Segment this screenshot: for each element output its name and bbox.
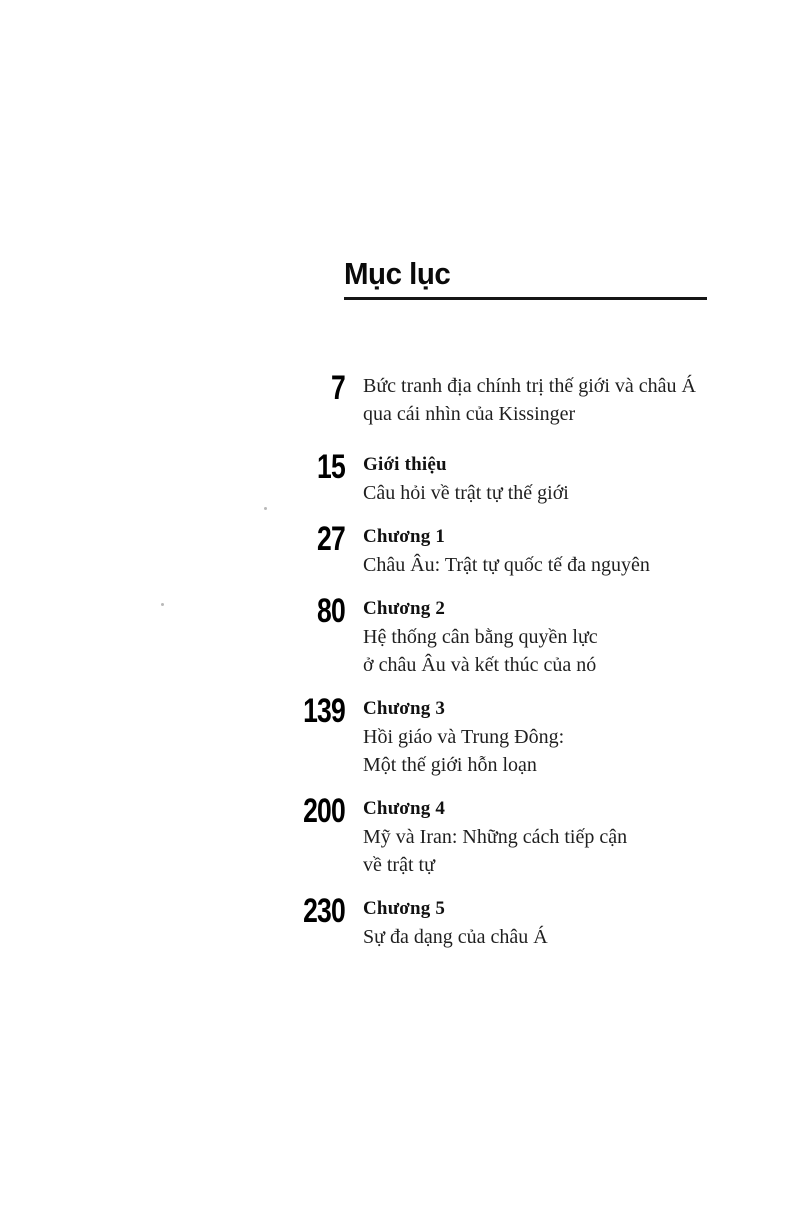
toc-entry	[0, 892, 800, 951]
entry-line: về trật tự	[363, 854, 435, 876]
entry-page-number: 139	[303, 692, 345, 730]
entry-page-number: 15	[317, 448, 345, 486]
entry-line: qua cái nhìn của Kissinger	[363, 403, 576, 425]
scan-speck	[264, 507, 267, 510]
entry-line: Câu hỏi về trật tự thế giới	[363, 482, 569, 504]
entry-line: Bức tranh địa chính trị thế giới và châu Á	[363, 375, 696, 397]
toc-list	[0, 369, 800, 967]
entry-line: Châu Âu: Trật tự quốc tế đa nguyên	[363, 554, 650, 576]
entry-text	[363, 451, 569, 507]
toc-header	[344, 258, 707, 300]
entry-line: Một thế giới hỗn loạn	[363, 754, 537, 776]
entry-text	[363, 595, 598, 679]
toc-entry	[0, 792, 800, 879]
entry-heading: Chương 1	[363, 526, 446, 547]
entry-page-number: 230	[303, 892, 345, 930]
entry-heading: Chương 5	[363, 898, 446, 919]
entry-text	[363, 895, 548, 951]
entry-text	[363, 695, 564, 779]
page-title: Mục lục	[344, 256, 451, 291]
entry-text	[363, 523, 650, 579]
entry-line: ở châu Âu và kết thúc của nó	[363, 654, 597, 676]
entry-text	[363, 372, 696, 428]
toc-entry	[0, 520, 800, 579]
entry-page-number: 7	[331, 369, 345, 407]
entry-page-number: 80	[317, 592, 345, 630]
entry-line: Hệ thống cân bằng quyền lực	[363, 626, 598, 648]
entry-heading: Giới thiệu	[363, 454, 447, 475]
entry-line: Sự đa dạng của châu Á	[363, 926, 548, 948]
toc-entry	[0, 369, 800, 428]
entry-text	[363, 795, 627, 879]
toc-entry	[0, 692, 800, 779]
scan-speck	[161, 603, 164, 606]
entry-heading: Chương 3	[363, 698, 446, 719]
entry-page-number: 27	[317, 520, 345, 558]
toc-entry	[0, 448, 800, 507]
entry-page-number: 200	[303, 792, 345, 830]
entry-heading: Chương 2	[363, 598, 446, 619]
entry-line: Mỹ và Iran: Những cách tiếp cận	[363, 826, 628, 848]
toc-entry	[0, 592, 800, 679]
entry-line: Hồi giáo và Trung Đông:	[363, 726, 565, 748]
entry-heading: Chương 4	[363, 798, 446, 819]
